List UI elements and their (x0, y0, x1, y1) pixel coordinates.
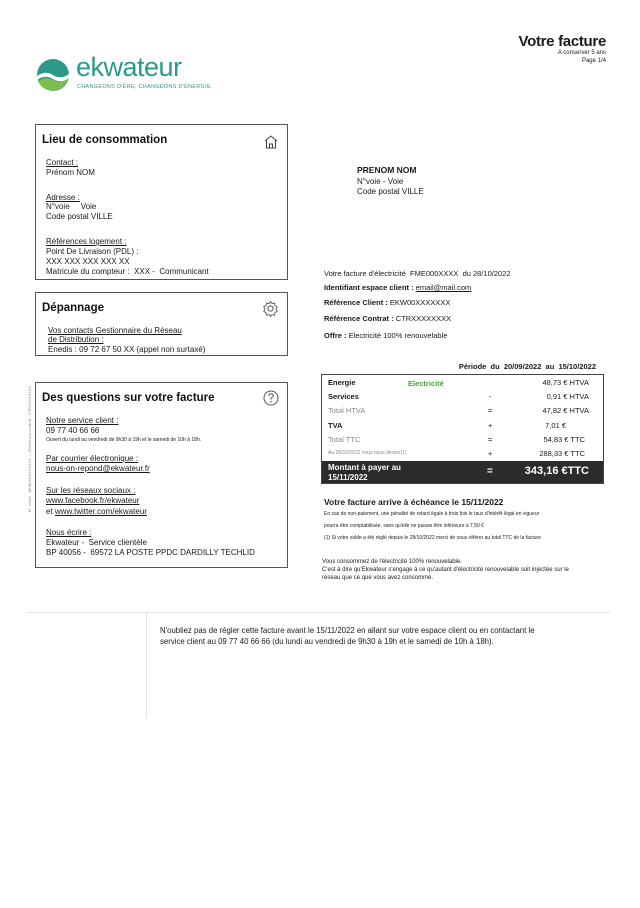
social-label: Sur les réseaux sociaux : (46, 486, 136, 495)
total-ttc-value: 54,83 € TTC (543, 435, 585, 444)
brand-name: ekwateur (76, 52, 182, 82)
footer-line1: N'oubliez pas de régler cette facture avant le 15/11/2022 en allant sur votre espace client ou en contactant le (160, 626, 535, 635)
services-value: 0,91 € HTVA (546, 392, 589, 401)
services-label: Services (328, 392, 359, 401)
amount-due-bar (322, 461, 603, 483)
brand-logo (36, 52, 226, 96)
footer-vertical-divider (146, 612, 147, 718)
total-ttc-op: = (488, 435, 493, 444)
client-id-value[interactable]: email@mail.com (415, 283, 472, 292)
questions-title: Des questions sur votre facture (42, 392, 215, 404)
facebook-link[interactable]: www.facebook.fr/ekwateur (46, 496, 140, 505)
questions-box (35, 382, 288, 568)
penalty-line2: pourra être comptabilisée, sans qu'elle ne puisse être inférieure à 7,50 € (324, 523, 484, 529)
amounts-table (321, 374, 604, 484)
write-line1: Ekwateur - Service clientèle (46, 538, 147, 547)
green-note-line1: Vous consommez de l'électricité 100% renouvelable. (322, 559, 462, 565)
owed-value: 288,33 € TTC (539, 449, 585, 458)
service-label: Notre service client : (46, 416, 119, 425)
amount-due-label-2: 15/11/2022 (328, 473, 368, 482)
footer-divider (28, 612, 610, 613)
total-htva-row (322, 403, 603, 418)
consumption-box (35, 124, 288, 280)
total-htva-label: Total HTVA (328, 406, 366, 415)
contract-ref-row (324, 314, 451, 323)
service-hours: Ouvert du lundi au vendredi de 9h30 à 19h et le samedi de 10h à 18h. (46, 437, 202, 443)
brand-tagline: CHANGEONS D'ÈRE, CHANGEONS D'ÉNERGIE. (77, 84, 213, 90)
address-label: Adresse : (46, 193, 80, 202)
help-icon (263, 390, 279, 406)
depannage-line1: Vos contacts Gestionnaire du Réseau (48, 326, 182, 335)
social-row (46, 507, 147, 517)
house-icon (263, 134, 279, 150)
offer-label: Offre : (324, 331, 347, 340)
tva-row (322, 418, 603, 433)
billing-period: Période du 20/09/2022 au 15/10/2022 (458, 362, 596, 371)
recipient-city: Code postal VILLE (357, 187, 424, 196)
depannage-title: Dépannage (42, 302, 104, 314)
write-label: Nous écrire : (46, 528, 92, 537)
amount-due-value: 343,16 €TTC (524, 465, 589, 477)
consumption-title: Lieu de consommation (42, 134, 168, 146)
services-row (322, 389, 603, 404)
email-label: Par courrier électronique : (46, 454, 139, 463)
invoice-line: Votre facture d'électricité FME000XXXX du 28/10/2022 (324, 269, 511, 278)
services-op: - (489, 392, 492, 401)
energy-label: Energie (328, 378, 356, 387)
owed-label: Au 28/10/2022 vous nous deviez(1) (328, 450, 407, 456)
support-email-link[interactable]: nous-on-repond@ekwateur.fr (46, 464, 150, 473)
contract-ref-value: CTRXXXXXXXX (395, 314, 452, 323)
service-phone: 09 77 40 66 66 (46, 426, 100, 435)
depannage-line2: de Distribution : (48, 335, 104, 344)
left-vertical-strip: N° client : EKW00XXXXXXXX — Référence contrat : CTRXXXXXXXX (28, 385, 32, 512)
contact-value: Prénom NOM (46, 168, 95, 177)
client-ref-value: EKW00XXXXXXX (389, 298, 451, 307)
recipient-street: N°voie - Voie (357, 177, 404, 186)
refs-label: Références logement : (46, 237, 127, 246)
total-ttc-row (322, 432, 603, 447)
offer-value: Electricité 100% renouvelable (348, 331, 448, 340)
address-line2: Code postal VILLE (46, 212, 113, 221)
contract-ref-label: Référence Contrat : (324, 314, 394, 323)
write-line2: BP 40056 - 69572 LA POSTE PPDC DARDILLY TECHLID (46, 548, 255, 557)
total-htva-op: = (488, 406, 493, 415)
client-id-row (324, 283, 471, 292)
pdl-value: XXX XXX XXX XXX XX (46, 257, 130, 266)
address-line1: N°voie Voie (46, 202, 97, 211)
owed-row (322, 446, 603, 461)
tva-op: + (488, 421, 493, 430)
offer-row (324, 331, 447, 340)
footer-line2: service client au 09 77 40 66 66 (du lundi au vendredi de 9h30 à 19h et le samedi de 10h à 18h). (160, 637, 494, 646)
due-title: Votre facture arrive à échéance le 15/11/2022 (324, 497, 504, 507)
contact-label: Contact : (46, 158, 79, 167)
total-htva-value: 47,82 € HTVA (542, 406, 589, 415)
tva-label: TVA (328, 421, 343, 430)
client-ref-row (324, 298, 450, 307)
twitter-link[interactable]: www.twitter.com/ekwateur (54, 507, 147, 516)
green-note-line3: réseau que ce que vous avez consommé. (322, 575, 434, 581)
recipient-name: PRENOM NOM (357, 165, 417, 175)
green-note-line2: C'est à dire qu'Ekwateur s'engage à ce qu'autant d'électricité renouvelable soit injectée sur le (322, 567, 569, 573)
client-ref-label: Référence Client : (324, 298, 388, 307)
total-ttc-label: Total TTC (328, 435, 361, 444)
meter-line: Matricule du compteur : XXX - Communicant (46, 267, 209, 276)
client-id-label: Identifiant espace client : (324, 283, 414, 292)
energy-tag: Electricité (408, 379, 444, 388)
penalty-line1: En cas de non-paiement, une pénalité de retard égale à trois fois le taux d'intérêt légal en vigueur (324, 511, 540, 517)
amount-due-label-1: Montant à payer au (328, 463, 401, 472)
depannage-box (35, 292, 288, 356)
depannage-line3: Enedis : 09 72 67 50 XX (appel non surtaxé) (48, 345, 206, 354)
logo-icon (36, 58, 70, 92)
gear-icon (262, 300, 279, 317)
owed-op: + (488, 449, 493, 458)
document-title: Votre facture (518, 33, 606, 50)
tva-value: 7,01 € (545, 421, 566, 430)
energy-row (322, 375, 603, 390)
energy-value: 48,73 € HTVA (542, 378, 589, 387)
amount-due-op: = (487, 466, 493, 477)
solde-note: (1) Si votre solde a été réglé depuis le 28/10/2022 merci de vous référer au total TTC de la facture (324, 535, 541, 541)
keep-note: A conserver 5 ans (557, 50, 606, 56)
pdl-line: Point De Livraison (PDL) : (46, 247, 139, 256)
page-number: Page 1/4 (581, 58, 606, 64)
and-word: et (46, 507, 53, 516)
